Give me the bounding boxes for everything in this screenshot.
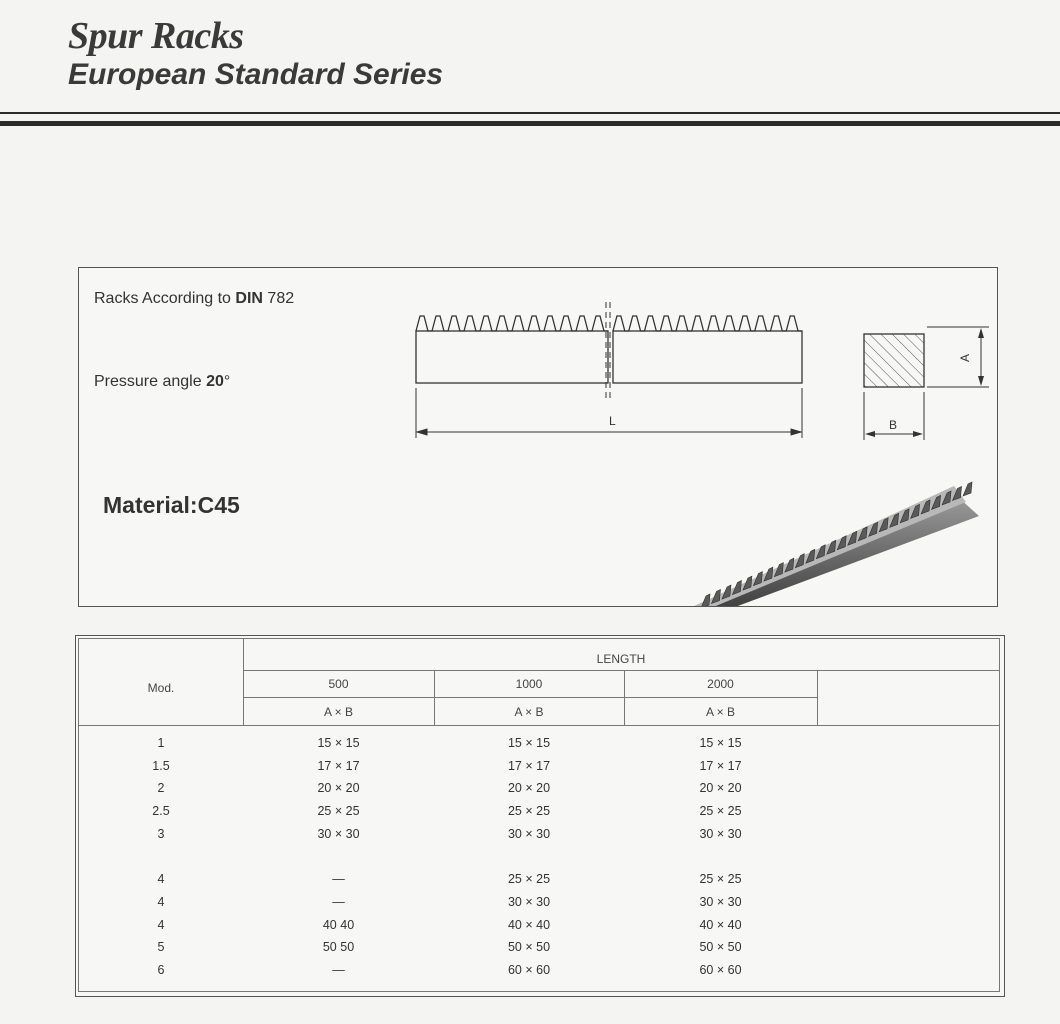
spec-info-panel: [78, 267, 998, 607]
axb-header-500: A × B: [323, 705, 354, 719]
mod-cell: 6: [157, 963, 165, 977]
mod-cell: 4: [157, 894, 165, 909]
size-cell-l2000: 50 × 50: [699, 940, 742, 955]
mod-cell: 5: [157, 940, 165, 955]
size-cell-l2000: 25 × 25: [699, 804, 742, 819]
size-cell-l2000: 15 × 15: [699, 736, 742, 750]
grid-line: [79, 725, 999, 726]
size-cell-l2000: 25 × 25: [699, 872, 742, 887]
size-cell-l2000: 60 × 60: [699, 963, 742, 977]
size-cell-l1000: 20 × 20: [507, 781, 551, 796]
mod-cell: 1.5: [152, 758, 170, 773]
spec-table-grid: [78, 638, 1000, 992]
grid-line: [243, 670, 999, 671]
rack-render-tooth: [701, 594, 710, 607]
size-cell-l500: —: [332, 894, 345, 909]
size-cell-l500: 20 × 20: [317, 781, 360, 796]
size-cell-l2000: 30 × 30: [699, 826, 742, 841]
rack-product-image: [679, 482, 979, 607]
size-cell-l500: 30 × 30: [317, 826, 360, 841]
size-cell-l2000: 17 × 17: [699, 758, 742, 773]
size-cell-l500: 50 50: [322, 940, 355, 955]
size-cell-l1000: 30 × 30: [507, 894, 551, 909]
size-cell-l500: 17 × 17: [317, 758, 360, 773]
size-cell-l1000: 60 × 60: [507, 963, 551, 977]
rack-render-tooth: [963, 482, 972, 496]
header-divider-thick: [0, 121, 1060, 126]
page-title: Spur Racks: [68, 15, 244, 57]
axb-header-2000: A × B: [705, 705, 736, 719]
racks-prefix: Racks According to: [94, 290, 236, 307]
rack-cross-section: [864, 327, 989, 440]
grid-line: [243, 697, 817, 698]
rack-technical-drawing: [79, 268, 998, 607]
size-cell-l1000: 15 × 15: [507, 736, 551, 750]
size-cell-l1000: 40 × 40: [507, 917, 551, 932]
size-cell-l500: —: [332, 963, 345, 977]
din-number: 782: [262, 290, 295, 307]
size-cell-l2000: 40 × 40: [699, 917, 742, 932]
size-cell-l500: 25 × 25: [317, 804, 360, 819]
material-label: Material:C45: [103, 492, 240, 518]
mod-cell: 2.5: [152, 804, 170, 819]
length-header: LENGTH: [596, 652, 646, 666]
mod-cell: 2: [157, 781, 165, 796]
size-cell-l2000: 20 × 20: [699, 781, 742, 796]
page-subtitle: European Standard Series: [68, 58, 444, 91]
length-dimension: [416, 388, 802, 438]
header-divider-thin: [0, 112, 1060, 114]
size-cell-l1000: 50 × 50: [507, 940, 551, 955]
axb-header-1000: A × B: [514, 705, 544, 719]
size-cell-l500: 15 × 15: [317, 736, 360, 750]
size-cell-l500: —: [332, 872, 345, 887]
mod-cell: 3: [157, 826, 165, 841]
length-dimension-label: L: [609, 414, 616, 428]
pressure-value: 20: [206, 373, 224, 390]
mod-cell: 4: [157, 872, 165, 887]
width-dimension-label: B: [889, 418, 898, 432]
rack-side-view: [416, 302, 802, 398]
din-label: DIN: [235, 290, 263, 307]
length-2000-header: 2000: [707, 677, 734, 691]
height-dimension-label: A: [958, 353, 972, 362]
size-cell-l500: 40 40: [322, 917, 355, 932]
size-cell-l1000: 25 × 25: [507, 872, 551, 887]
length-500-header: 500: [328, 677, 349, 691]
spec-table: [75, 635, 1005, 997]
length-1000-header: 1000: [515, 677, 543, 691]
grid-line: [817, 671, 818, 725]
size-cell-l2000: 30 × 30: [699, 894, 742, 909]
pressure-prefix: Pressure angle: [94, 373, 207, 390]
mod-header: Mod.: [147, 681, 175, 695]
size-cell-l1000: 17 × 17: [507, 758, 551, 773]
size-cell-l1000: 30 × 30: [507, 826, 551, 841]
pressure-unit: °: [223, 373, 231, 390]
mod-cell: 1: [157, 736, 165, 750]
mod-cell: 4: [157, 917, 165, 932]
size-cell-l1000: 25 × 25: [507, 804, 551, 819]
